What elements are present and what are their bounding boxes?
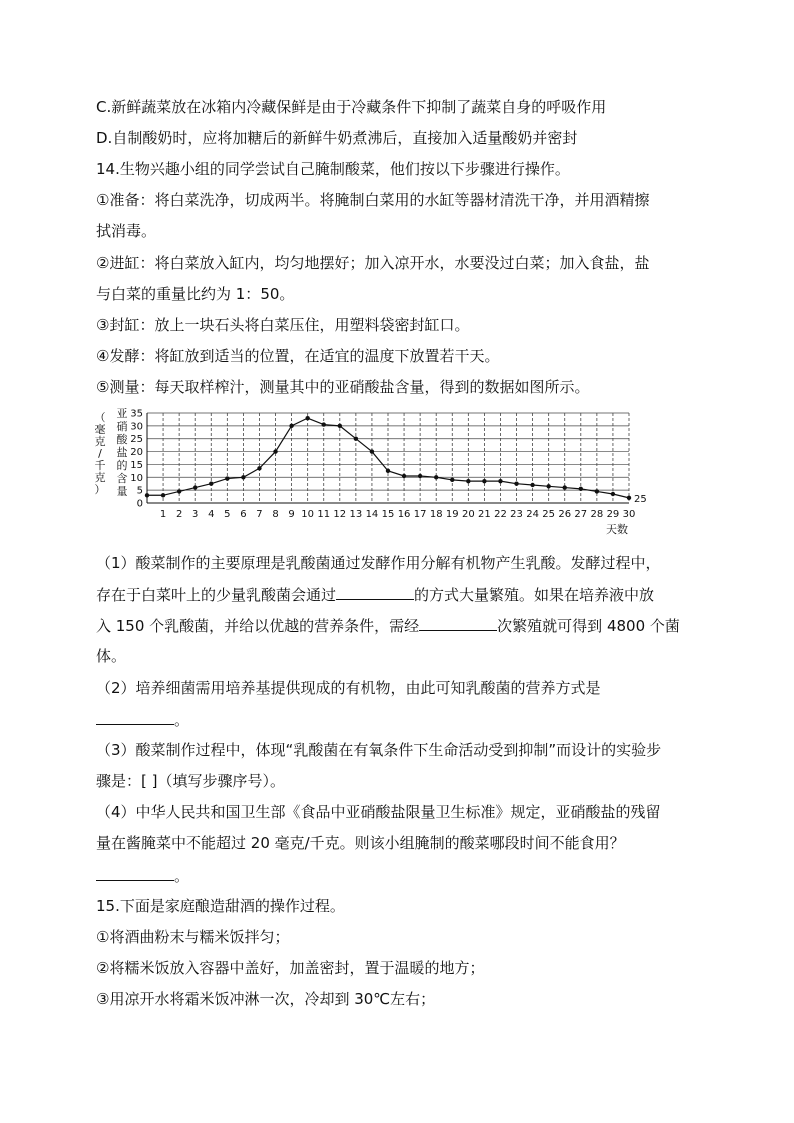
- wine-step-3: ③用凉开水将霜米饭冲淋一次，冷却到 30℃左右；: [96, 990, 436, 1008]
- x-tick-label: 29: [606, 509, 620, 520]
- data-point: [418, 474, 422, 478]
- x-tick-label: 9: [288, 509, 295, 520]
- y-tick-label: 5: [136, 485, 143, 497]
- data-point: [177, 489, 181, 493]
- part-2-end: 。: [174, 711, 190, 729]
- y-axis-label-char: 硝: [116, 420, 128, 433]
- nitrite-chart: [92, 405, 662, 541]
- end-label: 25: [634, 493, 647, 505]
- y-axis-label-char: 千: [94, 459, 106, 472]
- data-point: [402, 474, 406, 478]
- question-15: 15.下面是家庭酿造甜酒的操作过程。: [96, 897, 345, 915]
- part-4-line-1: （4）中华人民共和国卫生部《食品中亚硝酸盐限量卫生标准》规定，亚硝酸盐的残留: [96, 803, 661, 821]
- data-point: [225, 476, 229, 480]
- x-tick-label: 28: [590, 509, 604, 520]
- data-point: [627, 496, 631, 500]
- step-4: ④发酵：将缸放到适当的位置，在适宜的温度下放置若干天。: [96, 347, 500, 365]
- data-point: [482, 479, 486, 483]
- data-point: [450, 478, 454, 482]
- x-tick-label: 27: [574, 509, 588, 520]
- y-axis-label-char: 亚: [116, 407, 128, 420]
- x-tick-label: 16: [397, 509, 411, 520]
- x-tick-label: 6: [240, 509, 247, 520]
- answer-blank-period[interactable]: [96, 865, 174, 881]
- step-2-line-1: ②进缸：将白菜放入缸内，均匀地摆好；加入凉开水，水要没过白菜；加入食盐，盐: [96, 254, 650, 272]
- y-axis-label-char: 酸: [116, 433, 128, 446]
- step-3: ③封缸：放上一块石头将白菜压住，用塑料袋密封缸口。: [96, 316, 470, 334]
- y-axis-label-char: 量: [116, 485, 128, 498]
- y-axis-label-char: 的: [116, 459, 128, 472]
- data-point: [273, 449, 277, 453]
- data-point: [209, 482, 213, 486]
- data-point: [161, 493, 165, 497]
- x-tick-label: 8: [272, 509, 279, 520]
- part-1-line-4: 体。: [96, 647, 127, 665]
- part-4-line-2: 量在酱腌菜中不能超过 20 毫克/千克。则该小组腌制的酸菜哪段时间不能食用？: [96, 834, 625, 852]
- x-tick-label: 3: [192, 509, 199, 520]
- data-point: [434, 475, 438, 479]
- y-axis-label-char: （: [94, 411, 106, 424]
- x-tick-label: 19: [445, 509, 459, 520]
- x-tick-label: 12: [333, 509, 347, 520]
- x-axis-label: 天数: [606, 523, 628, 536]
- x-tick-label: 21: [478, 509, 491, 520]
- y-tick-label: 15: [130, 459, 143, 471]
- part-1-text-a: 存在于白菜叶上的少量乳酸菌会通过: [96, 586, 337, 604]
- part-1-text-d: 次繁殖就可得到 4800 个菌: [497, 617, 680, 635]
- x-tick-label: 23: [510, 509, 523, 520]
- data-point: [241, 475, 245, 479]
- x-tick-label: 2: [175, 509, 183, 520]
- y-axis-label-char: 克: [94, 471, 106, 484]
- y-tick-label: 0: [136, 498, 143, 510]
- y-tick-label: 30: [130, 421, 143, 433]
- data-point: [563, 485, 567, 489]
- data-point: [193, 485, 197, 489]
- x-tick-label: 7: [256, 509, 263, 520]
- y-axis-label-char: /: [98, 447, 102, 460]
- y-tick-label: 20: [130, 447, 143, 459]
- y-tick-label: 10: [130, 472, 143, 484]
- y-axis-label-char: 毫: [94, 423, 106, 436]
- x-tick-label: 10: [301, 509, 315, 520]
- part-2-line-1: （2）培养细菌需用培养基提供现成的有机物，由此可知乳酸菌的营养方式是: [96, 679, 601, 697]
- step-1-line-2: 拭消毒。: [96, 222, 157, 240]
- part-3-line-2: 骤是：[ ]（填写步骤序号）。: [96, 772, 285, 790]
- data-point: [498, 479, 502, 483]
- y-axis-label-char: ）: [94, 483, 106, 496]
- y-tick-label: 25: [130, 434, 143, 446]
- part-4-line-3: [96, 865, 189, 886]
- x-tick-label: 25: [542, 509, 556, 520]
- x-tick-label: 15: [381, 509, 395, 520]
- data-point: [579, 487, 583, 491]
- data-point: [530, 483, 534, 487]
- data-point: [466, 479, 470, 483]
- x-tick-label: 26: [558, 509, 572, 520]
- x-tick-label: 24: [526, 509, 539, 520]
- x-tick-label: 20: [461, 509, 475, 520]
- data-point: [611, 492, 615, 496]
- answer-blank-reproduction[interactable]: [336, 584, 414, 600]
- option-c: C.新鲜蔬菜放在冰箱内冷藏保鲜是由于冷藏条件下抑制了蔬菜自身的呼吸作用: [96, 98, 607, 116]
- data-point: [595, 489, 599, 493]
- data-point: [305, 416, 309, 420]
- x-tick-label: 13: [349, 509, 363, 520]
- answer-blank-generations[interactable]: [419, 615, 497, 631]
- part-1-text-b: 的方式大量繁殖。如果在培养液中放: [414, 586, 655, 604]
- y-tick-label: 35: [130, 408, 143, 420]
- data-point: [514, 482, 518, 486]
- x-tick-label: 1: [159, 509, 167, 520]
- data-point: [546, 484, 550, 488]
- data-point: [354, 437, 358, 441]
- y-axis-label-char: 含: [116, 472, 128, 485]
- step-1-line-1: ①准备：将白菜洗净，切成两半。将腌制白菜用的水缸等器材清洗干净，并用酒精擦: [96, 191, 650, 209]
- y-axis-label-char: 克: [94, 435, 106, 448]
- part-1-line-1: （1）酸菜制作的主要原理是乳酸菌通过发酵作用分解有机物产生乳酸。发酵过程中，: [96, 554, 661, 572]
- part-2-line-2: [96, 709, 189, 730]
- data-point: [386, 469, 390, 473]
- answer-blank-nutrition[interactable]: [96, 709, 174, 725]
- data-point: [257, 466, 261, 470]
- x-tick-label: 5: [224, 509, 231, 520]
- data-point: [338, 424, 342, 428]
- x-tick-label: 14: [365, 509, 379, 520]
- step-2-line-2: 与白菜的重量比约为 1：50。: [96, 285, 295, 303]
- x-tick-label: 18: [429, 509, 443, 520]
- x-tick-label: 30: [622, 509, 636, 520]
- question-14: 14.生物兴趣小组的同学尝试自己腌制酸菜，他们按以下步骤进行操作。: [96, 160, 570, 178]
- x-tick-label: 22: [494, 509, 507, 520]
- data-point: [322, 422, 326, 426]
- part-1-line-2: [96, 584, 654, 605]
- x-tick-label: 4: [208, 509, 215, 520]
- option-d: D.自制酸奶时，应将加糖后的新鲜牛奶煮沸后，直接加入适量酸奶并密封: [96, 129, 578, 147]
- x-tick-label: 11: [317, 509, 331, 520]
- data-point: [145, 493, 149, 497]
- wine-step-1: ①将酒曲粉末与糯米饭拌匀；: [96, 928, 290, 946]
- part-1-text-c: 入 150 个乳酸菌，并给以优越的营养条件，需经: [96, 617, 420, 635]
- part-3-line-1: （3）酸菜制作过程中，体现“乳酸菌在有氧条件下生命活动受到抑制”而设计的实验步: [96, 741, 662, 759]
- wine-step-2: ②将糯米饭放入容器中盖好，加盖密封，置于温暖的地方；: [96, 959, 485, 977]
- x-tick-label: 17: [413, 509, 427, 520]
- part-4-end: 。: [174, 867, 190, 885]
- data-point: [370, 449, 374, 453]
- step-5: ⑤测量：每天取样榨汁，测量其中的亚硝酸盐含量，得到的数据如图所示。: [96, 378, 590, 396]
- y-axis-label-char: 盐: [116, 446, 128, 459]
- data-point: [289, 424, 293, 428]
- part-1-line-3: [96, 615, 680, 636]
